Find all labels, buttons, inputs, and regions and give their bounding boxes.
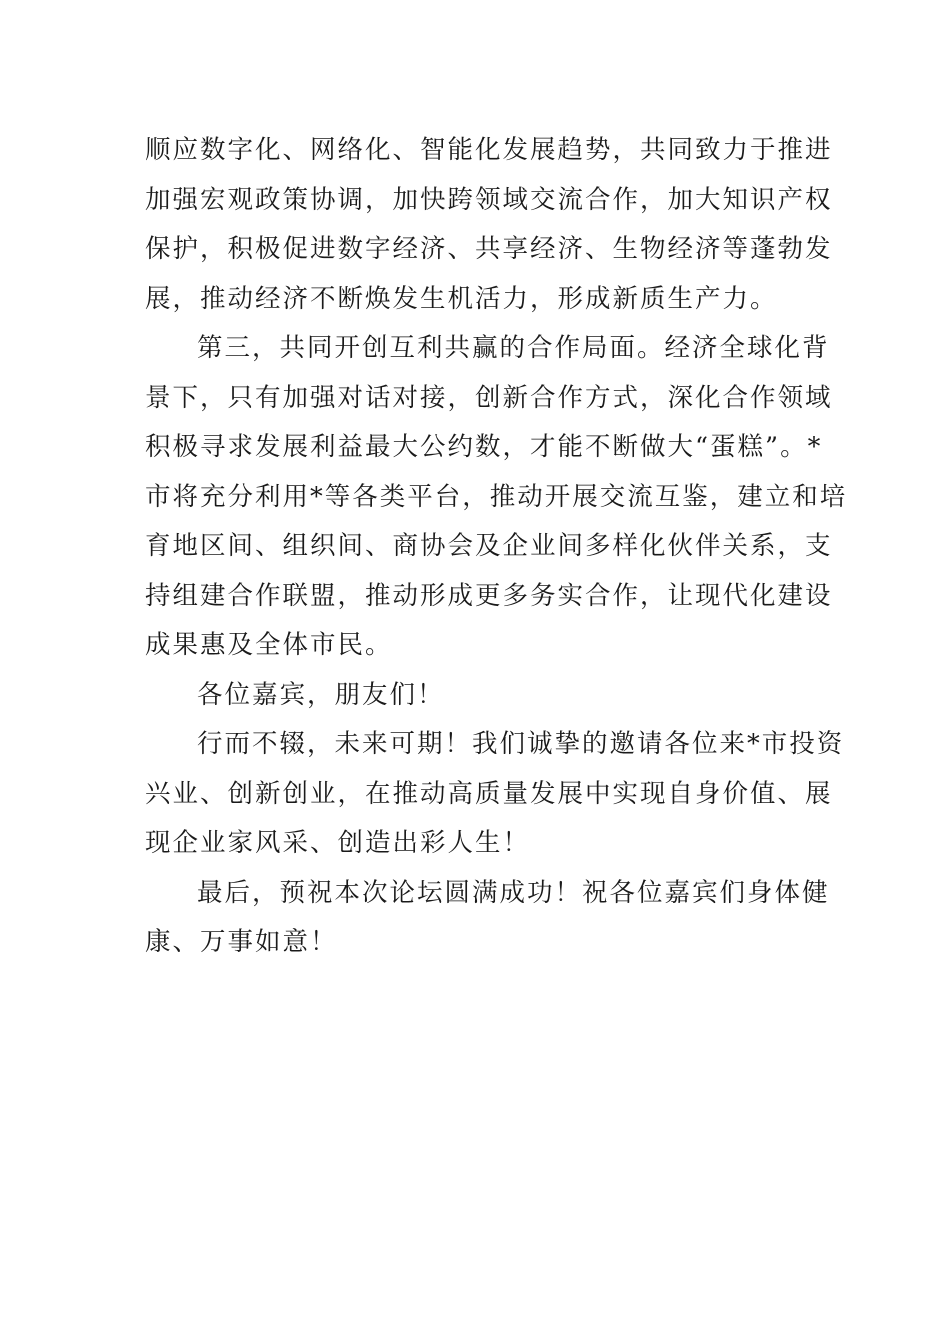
paragraph-heading-line: 第三，共同开创互利共赢的合作局面。经济全球化背 [197,333,830,363]
text-line: 景下，只有加强对话对接，创新合作方式，深化合作领域 [145,382,833,413]
text-line: 积极寻求发展利益最大公约数，才能不断做大“蛋糕”。* [145,432,823,462]
text-line: 持组建合作联盟，推动形成更多务实合作，让现代化建设 [145,580,833,611]
text-line: 展，推动经济不断焕发生机活力，形成新质生产力。 [145,283,778,314]
text-line: 成果惠及全体市民。 [145,630,393,660]
text-line: 育地区间、组织间、商协会及企业间多样化伙伴关系，支 [145,531,833,561]
closing-line: 康、万事如意！ [145,927,338,957]
text-line: 兴业、创新创业，在推动高质量发展中实现自身价值、展 [145,778,833,809]
text-line: 顺应数字化、网络化、智能化发展趋势，共同致力于推进 [145,135,833,165]
salutation-line: 各位嘉宾，朋友们！ [197,679,445,710]
text-line: 市将充分利用*等各类平台，推动开展交流互鉴，建立和培 [145,481,848,512]
text-line: 保护，积极促进数字经济、共享经济、生物经济等蓬勃发 [145,234,833,264]
text-line: 行而不辍，未来可期！我们诚挚的邀请各位来*市投资 [197,729,845,759]
text-line: 加强宏观政策协调，加快跨领域交流合作，加大知识产权 [145,184,833,215]
closing-line: 最后，预祝本次论坛圆满成功！祝各位嘉宾们身体健 [197,877,830,908]
document-body [145,126,848,968]
text-line: 现企业家风采、创造出彩人生！ [145,828,531,858]
